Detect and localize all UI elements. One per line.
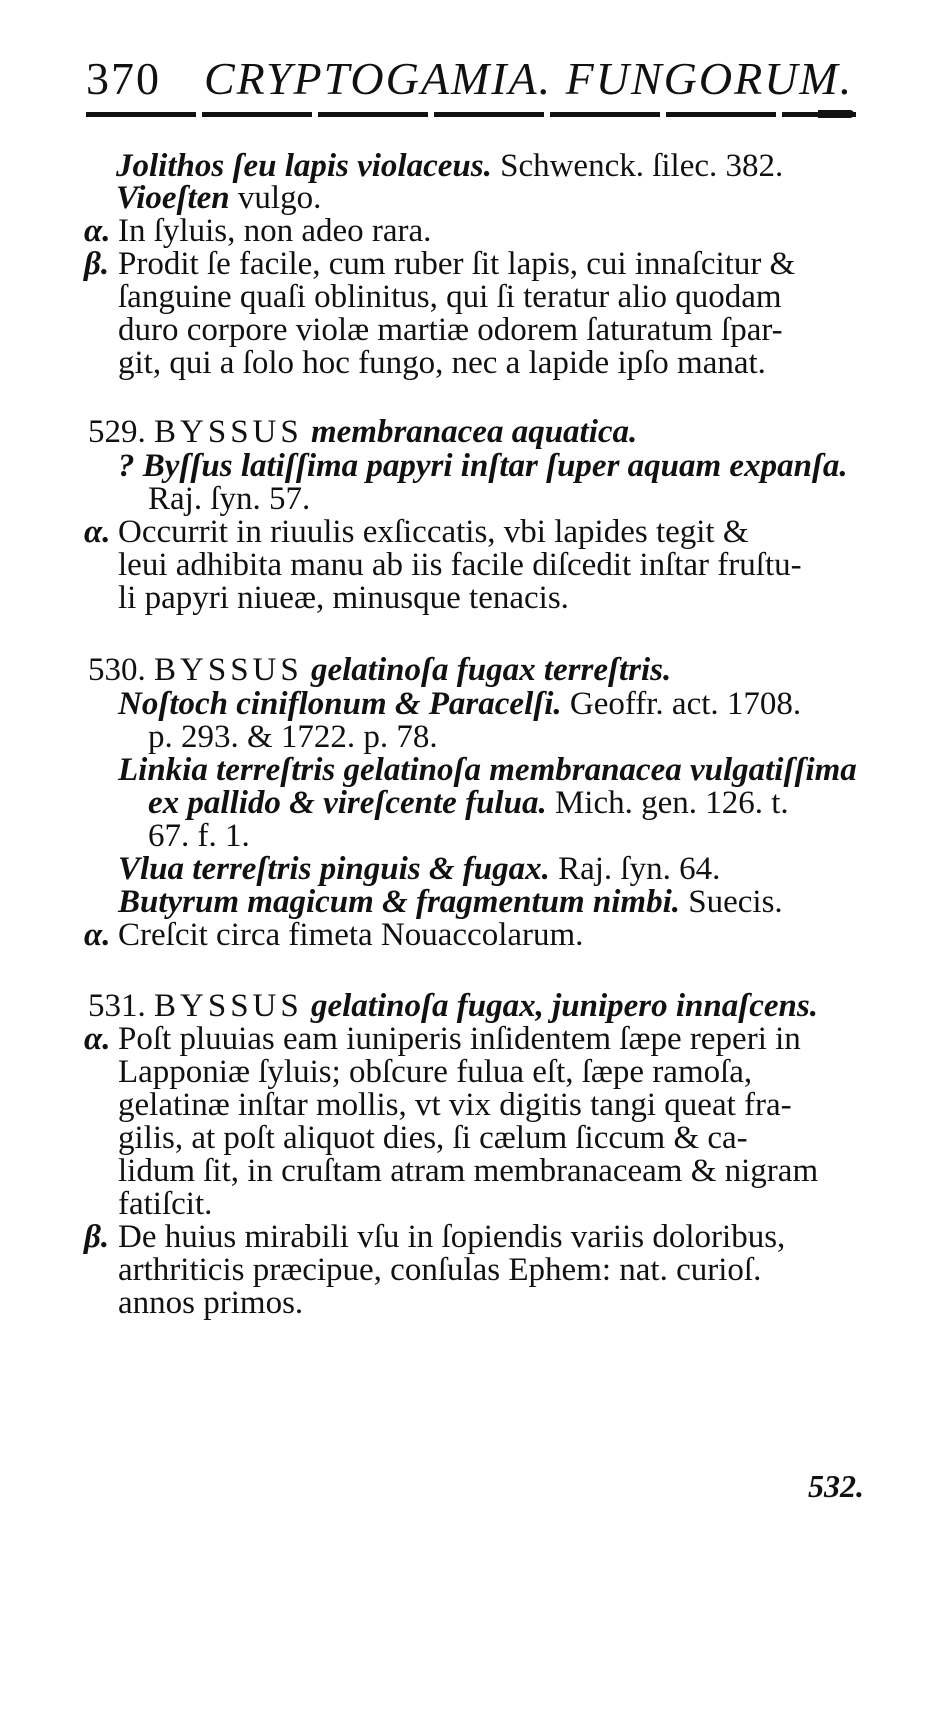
synonym-ref: Raj. ſyn. 64. [549, 851, 721, 887]
entry-529-alpha-mark: α. [84, 514, 111, 550]
synonym-italic: Jolithos ſeu lapis violaceus. [116, 148, 492, 184]
entry-528-beta-mark: β. [84, 246, 110, 282]
entry-528-vernacular [116, 180, 321, 216]
entry-531-beta-line-3: annos primos. [118, 1285, 304, 1321]
synonym-italic: Butyrum magicum & fragmentum nimbi. [118, 884, 681, 920]
entry-531-beta-line-1: De huius mirabili vſu in ſopiendis variis doloribus, [118, 1219, 786, 1255]
genus-name: BYSSUS [154, 652, 303, 688]
entry-530-alpha-mark: α. [84, 917, 111, 953]
entry-531-alpha-line-3: gelatinæ inſtar mollis, vt vix digitis tangi queat fra- [118, 1087, 792, 1123]
synonym-ref: Mich. gen. 126. t. [546, 785, 789, 821]
entry-531-alpha-line-4: gilis, at poſt aliquot dies, ſi cælum ſiccum & ca- [118, 1120, 748, 1156]
catchword: 532. [808, 1468, 864, 1504]
synonym-ref: Geoffr. act. 1708. [561, 686, 802, 722]
entry-528-beta-line-3: duro corpore violæ martiæ odorem ſaturatum ſpar- [118, 312, 783, 348]
entry-528-beta-line-2: ſanguine quaſi oblinitus, qui ſi teratur alio quodam [118, 279, 782, 315]
entry-530-synonym-3 [118, 851, 720, 887]
header-rule-end [818, 110, 854, 118]
running-title: CRYPTOGAMIA. FUNGORUM. [204, 53, 854, 104]
entry-530-synonym-2b [148, 785, 789, 821]
entry-number: 530. [88, 652, 146, 688]
species-epithet: gelatinoſa fugax, junipero innaſcens. [310, 988, 818, 1024]
entry-528-synonym-1 [116, 148, 783, 184]
entry-528-beta-line-4: git, qui a ſolo hoc fungo, nec a lapide ipſo manat. [118, 345, 766, 381]
synonym-italic: Noſtoch ciniflonum & Paracelſi. [118, 686, 562, 722]
entry-528-alpha-text: In ſyluis, non adeo rara. [118, 213, 432, 249]
species-epithet: membranacea aquatica. [310, 414, 638, 450]
entry-531-beta-mark: β. [84, 1219, 110, 1255]
entry-529-synonym-ref: Raj. ſyn. 57. [148, 481, 311, 517]
entry-531-heading [88, 988, 818, 1024]
entry-531-alpha-mark: α. [84, 1021, 111, 1057]
species-epithet: gelatinoſa fugax terreſtris. [310, 652, 672, 688]
entry-528-alpha-mark: α. [84, 213, 111, 249]
header-rule [86, 112, 856, 117]
synonym-ref: Schwenck. ſilec. 382. [491, 148, 784, 184]
entry-530-synonym-1 [118, 686, 801, 722]
entry-531-alpha-line-5: lidum ſit, in cruſtam atram membranaceam & nigram [118, 1153, 819, 1189]
entry-531-alpha-line-1: Poſt pluuias eam iuniperis inſidentem ſæpe reperi in [118, 1021, 801, 1057]
entry-528-beta-line-1: Prodit ſe facile, cum ruber ſit lapis, cui innaſcitur & [118, 246, 796, 282]
genus-name: BYSSUS [154, 414, 303, 450]
synonym-ref: Suecis. [680, 884, 783, 920]
entry-529-heading [88, 414, 637, 450]
vernacular-italic: Vioeſten [116, 180, 230, 216]
entry-530-heading [88, 652, 671, 688]
entry-529-alpha-line-3: li papyri niueæ, minusque tenacis. [118, 580, 569, 616]
entry-530-alpha-text: Creſcit circa fimeta Nouaccolarum. [118, 917, 584, 953]
entry-530-synonym-1-cont: p. 293. & 1722. p. 78. [148, 719, 438, 755]
page-number: 370 [86, 53, 161, 104]
entry-number: 529. [88, 414, 146, 450]
vernacular-rest: vulgo. [229, 180, 322, 216]
synonym-italic: ex pallido & vireſcente fulua. [148, 785, 547, 821]
entry-530-synonym-4 [118, 884, 783, 920]
entry-531-alpha-line-2: Lapponiæ ſyluis; obſcure fulua eſt, ſæpe ramoſa, [118, 1054, 753, 1090]
entry-529-alpha-line-2: leui adhibita manu ab iis facile diſcedit inſtar fruſtu- [118, 547, 802, 583]
entry-number: 531. [88, 988, 146, 1024]
synonym-italic: Vlua terreſtris pinguis & fugax. [118, 851, 550, 887]
genus-name: BYSSUS [154, 988, 303, 1024]
entry-529-alpha-line-1: Occurrit in riuulis exſiccatis, vbi lapides tegit & [118, 514, 749, 550]
entry-531-beta-line-2: arthriticis præcipue, conſulas Ephem: nat. curioſ. [118, 1252, 762, 1288]
entry-530-synonym-2-cont: 67. f. 1. [148, 818, 250, 854]
entry-530-synonym-2a: Linkia terreſtris gelatinoſa membranacea vulgatiſſima [118, 752, 857, 788]
page-header [86, 52, 866, 112]
entry-531-alpha-line-6: fatiſcit. [118, 1186, 213, 1222]
entry-529-synonym: ? Byſſus latiſſima papyri inſtar ſuper aquam expanſa. [118, 448, 848, 484]
